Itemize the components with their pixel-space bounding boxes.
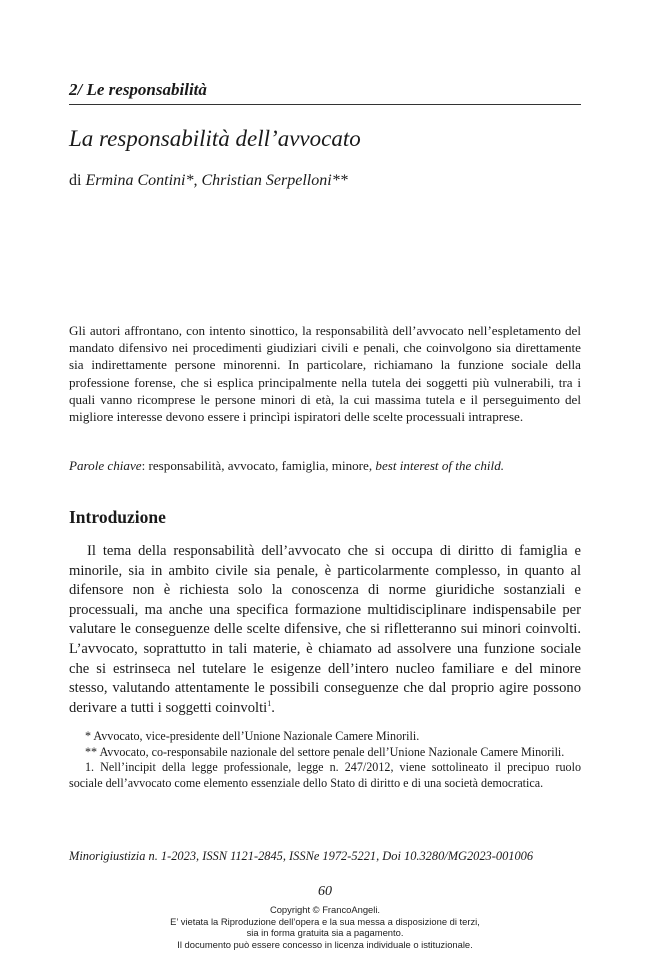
copyright-line: E’ vietata la Riproduzione dell’opera e la sua messa a disposizione di terzi,	[170, 915, 480, 927]
byline-prefix: di	[69, 172, 82, 189]
byline	[69, 172, 581, 190]
copyright-line: sia in forma gratuita sia a pagamento.	[246, 927, 404, 939]
article-title: La responsabilità dell’avvocato	[69, 126, 361, 151]
keywords-list: : responsabilità, avvocato, famiglia, minore,	[141, 458, 376, 473]
footnotes	[69, 729, 581, 791]
page-number: 60	[318, 884, 332, 899]
copyright-line: Il documento può essere concesso in licenza individuale o istituzionale.	[177, 938, 473, 950]
introduction-end: .	[271, 699, 275, 716]
footnote-1: 1. Nell’incipit della legge professionale, legge n. 247/2012, viene sottolineato il precipuo ruolo sociale dell’avvocato come elemento essenziale dello Stato di diritto e di una società democratica.	[69, 760, 581, 790]
keywords	[69, 457, 581, 474]
introduction-paragraph	[69, 542, 581, 718]
header-rule	[69, 104, 581, 105]
citation: Minorigiustizia n. 1-2023, ISSN 1121-2845, ISSNe 1972-5221, Doi 10.3280/MG2023-001006	[69, 849, 534, 863]
author-names: Ermina Contini*, Christian Serpelloni**	[85, 172, 348, 189]
copyright-notice	[0, 904, 650, 950]
copyright-line: Copyright © FrancoAngeli.	[269, 904, 381, 915]
abstract: Gli autori affrontano, con intento sinottico, la responsabilità dell’avvocato nell’espletamento del mandato difensivo nei procedimenti giudiziari civili e penali, che coinvolgono sia direttamente sia indirettamente persone minorenni. In particolare, richiamano la funzione sociale della professione forense, che si esplica principalmente nella tutela dei soggetti più vulnerabili, tra i quali vanno ricomprese le persone minori di età, la cui massima tutela e il perseguimento del migliore interesse devono essere i princìpi ispiratori delle scelte processuali intraprese.	[69, 323, 581, 425]
keywords-last: best interest of the child.	[375, 458, 505, 473]
introduction-heading: Introduzione	[69, 507, 166, 527]
keywords-label: Parole chiave	[69, 458, 142, 473]
footnote-reference[interactable]: 1	[267, 698, 272, 708]
footnote-author-1: * Avvocato, vice-presidente dell’Unione Nazionale Camere Minorili.	[85, 729, 420, 743]
introduction-text: Il tema della responsabilità dell’avvocato che si occupa di diritto di famiglia e minorile, sia in ambito civile sia penale, è particolarmente complesso, in quanto al difensore non è richiesta solo la conoscenza di norme giuridiche sostanziali e processuali, ma anche una specifica formazione multidisciplinare indispensabile per valutare le conseguenze delle scelte difensive, che si rifletteranno sui minori coinvolti. L’avvocato, soprattutto in tali materie, è chiamato ad assolvere una funzione sociale che si estrinseca nel tutelare le esigenze dell’intero nucleo familiare e del minore stesso, valutando attentamente le possibili conseguenze che dal proprio agire possono derivare a tutti i soggetti coinvolti	[69, 543, 581, 716]
footnote-author-2: ** Avvocato, co-responsabile nazionale del settore penale dell’Unione Nazionale Camere Minorili.	[85, 744, 565, 759]
section-header: 2/ Le responsabilità	[69, 80, 207, 99]
